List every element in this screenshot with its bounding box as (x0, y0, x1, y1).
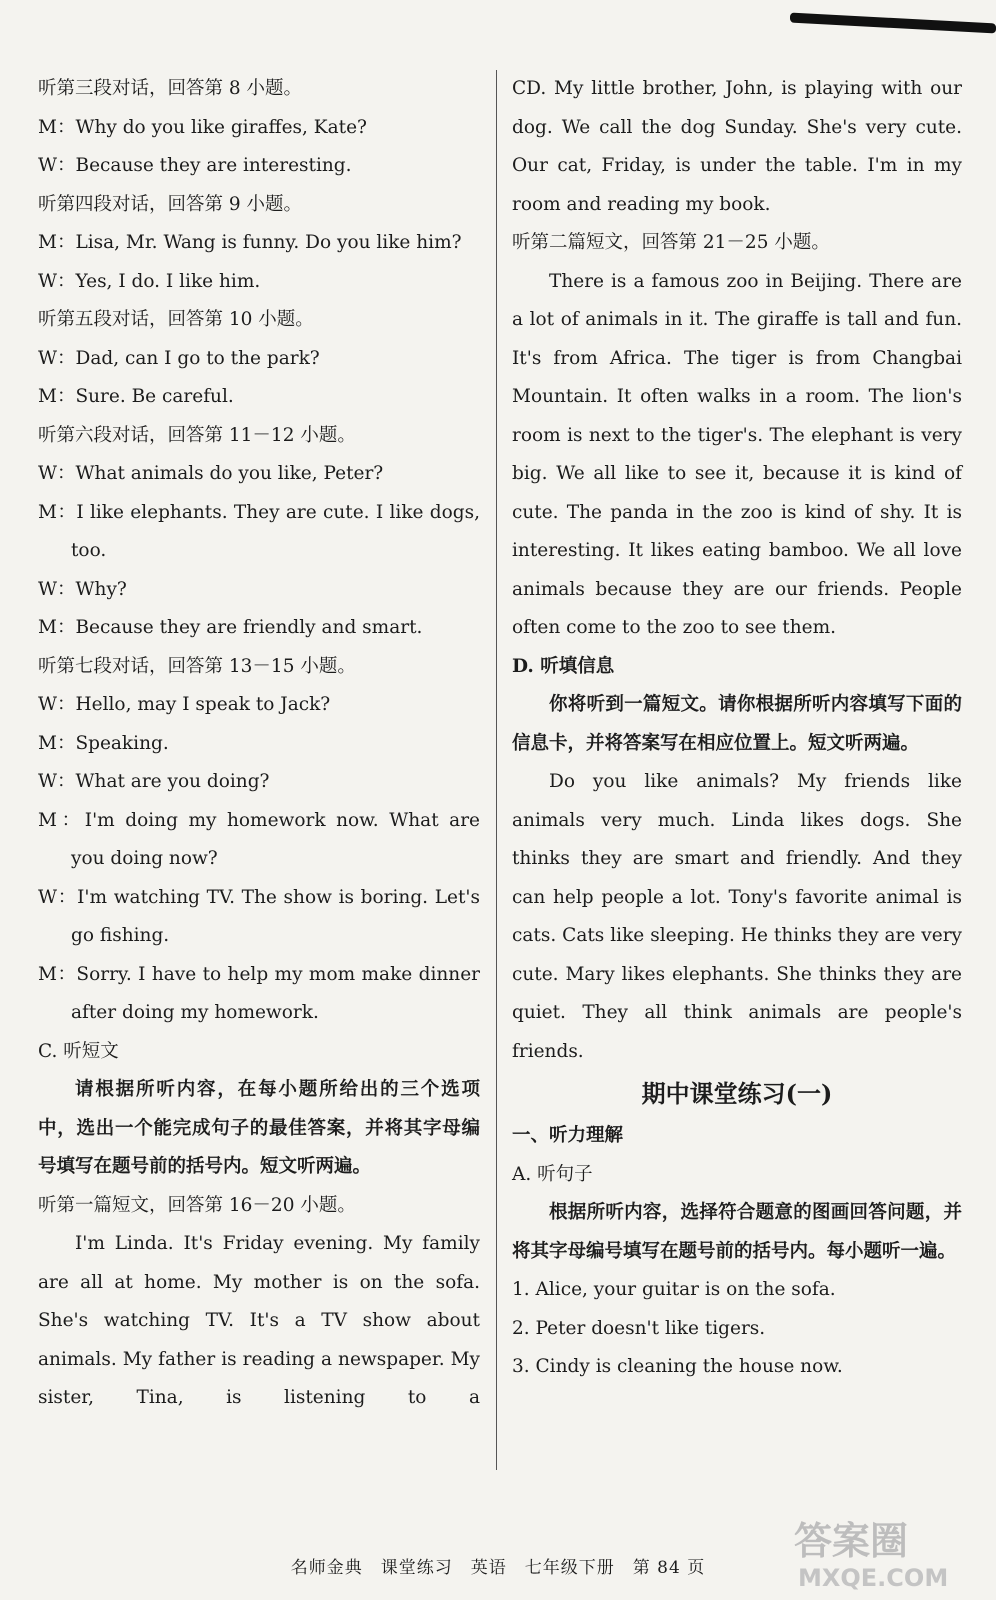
right_column-paragraph-1: 听第二篇短文，回答第 21－25 小题。 (512, 232, 830, 253)
left_column-paragraph-5: W：Yes, I do. I like him. (38, 270, 261, 292)
page-footer: 名师金典 课堂练习 英语 七年级下册 第 84 页 (290, 1558, 706, 1578)
watermark-line2: MXQE.COM (798, 1564, 949, 1592)
page-edge-bar (790, 13, 996, 34)
right_column-paragraph-5: Do you like animals? My friends like animals very much. Linda likes dogs. She thinks they are smart and friendly. And they can help people a lot. Tony's favorite animal is cats. Cats like sleeping. He thinks they are very cute. Mary likes elephants. She thinks they are quiet. They all think animals are people's friends. (512, 771, 962, 1062)
left_column-paragraph-24: I'm Linda. It's Friday evening. My family are all at home. My mother is on the sofa. She's watching TV. It's a TV show about animals. My father is reading a newspaper. My sister, Tina, is listening to a (38, 1233, 480, 1408)
left_column-paragraph-19: W：I'm watching TV. The show is boring. Let's go fishing. (38, 886, 480, 946)
right_column-paragraph-12: 3. Cindy is cleaning the house now. (512, 1356, 843, 1377)
right_column-paragraph-0: CD. My little brother, John, is playing with our dog. We call the dog Sunday. She's very cute. Our cat, Friday, is under the table. I'm in my room and reading my book. (512, 78, 962, 215)
left_column-paragraph-2: W：Because they are interesting. (38, 155, 352, 176)
right_column-paragraph-11: 2. Peter doesn't like tigers. (512, 1317, 766, 1339)
right_column-paragraph-2: There is a famous zoo in Beijing. There are a lot of animals in it. The giraffe is tall and fun. It's from Africa. The tiger is from Changbai Mountain. It often walks in a room. The lion's room is next to the tiger's. The elephant is very big. We all like to see it, because it is kind of cute. The panda in the zoo is kind of shy. It is interesting. It likes eating bamboo. We all love animals because they are our friends. People often come to the zoo to see them. (512, 270, 962, 638)
left_column-paragraph-3: 听第四段对话，回答第 9 小题。 (38, 193, 303, 215)
column-divider (496, 70, 497, 1470)
right_column-paragraph-10: 1. Alice, your guitar is on the sofa. (512, 1279, 836, 1300)
right_column-paragraph-7: 一、听力理解 (512, 1125, 624, 1146)
left_column-paragraph-1: M：Why do you like giraffes, Kate? (38, 116, 367, 138)
right_column-paragraph-6: 期中课堂练习(一) (641, 1079, 833, 1108)
left_column-paragraph-10: W：What animals do you like, Peter? (38, 463, 384, 484)
left_column-paragraph-9: 听第六段对话，回答第 11－12 小题。 (38, 424, 356, 446)
left-column (38, 70, 480, 1418)
left_column-paragraph-18: M：I'm doing my homework now. What are you doing now? (38, 809, 480, 869)
left_column-paragraph-11: M：I like elephants. They are cute. I like dogs, too. (38, 501, 480, 561)
left_column-paragraph-7: W：Dad, can I go to the park? (38, 347, 320, 369)
left_column-paragraph-15: W：Hello, may I speak to Jack? (38, 694, 331, 715)
right_column-paragraph-3: D. 听填信息 (512, 655, 615, 677)
left_column-paragraph-0: 听第三段对话，回答第 8 小题。 (38, 78, 303, 99)
left_column-paragraph-16: M：Speaking. (38, 732, 169, 754)
left_column-paragraph-14: 听第七段对话，回答第 13－15 小题。 (38, 655, 356, 677)
right_column-paragraph-4: 你将听到一篇短文。请你根据所听内容填写下面的信息卡，并将答案写在相应位置上。短文听两遍。 (512, 694, 962, 754)
left_column-paragraph-4: M：Lisa, Mr. Wang is funny. Do you like him? (38, 232, 462, 253)
left_column-paragraph-6: 听第五段对话，回答第 10 小题。 (38, 309, 314, 330)
watermark-line1: 答案圈 (794, 1519, 909, 1563)
right-column (512, 70, 962, 1387)
right_column-paragraph-8: A. 听句子 (512, 1163, 593, 1185)
left_column-paragraph-21: C. 听短文 (38, 1040, 119, 1062)
left_column-paragraph-20: M：Sorry. I have to help my mom make dinner after doing my homework. (38, 963, 480, 1023)
left_column-paragraph-12: W：Why? (38, 578, 127, 600)
right_column-paragraph-9: 根据所听内容，选择符合题意的图画回答问题，并将其字母编号填写在题号前的括号内。每小题听一遍。 (512, 1202, 962, 1262)
watermark-logo (786, 1512, 982, 1594)
left_column-paragraph-23: 听第一篇短文，回答第 16－20 小题。 (38, 1194, 356, 1216)
left_column-paragraph-8: M：Sure. Be careful. (38, 386, 234, 407)
left_column-paragraph-13: M：Because they are friendly and smart. (38, 617, 423, 638)
left_column-paragraph-22: 请根据所听内容，在每小题所给出的三个选项中，选出一个能完成句子的最佳答案，并将其字母编号填写在题号前的括号内。短文听两遍。 (38, 1079, 480, 1177)
left_column-paragraph-17: W：What are you doing? (38, 771, 270, 792)
